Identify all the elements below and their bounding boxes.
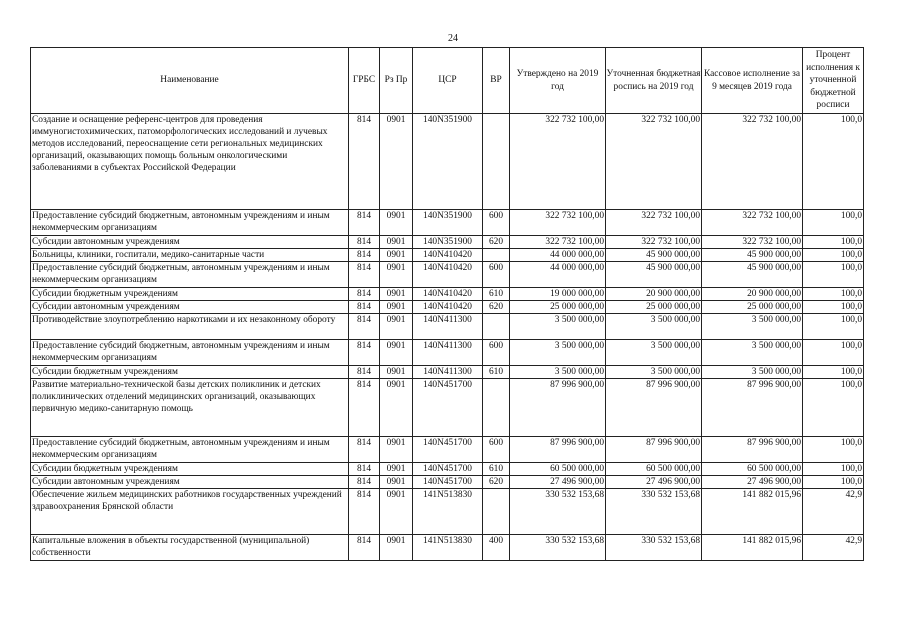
cell-name: Субсидии автономным учреждениям bbox=[31, 476, 349, 489]
column-header-approved: Утверждено на 2019 год bbox=[510, 48, 606, 114]
cell-percent: 42,9 bbox=[803, 535, 864, 561]
cell-rzpr: 0901 bbox=[380, 535, 413, 561]
cell-refined: 60 500 000,00 bbox=[606, 463, 702, 476]
column-header-percent: Процент исполнения к уточненной бюджетной росписи bbox=[803, 48, 864, 114]
cell-vr bbox=[483, 489, 510, 535]
cell-cash: 322 732 100,00 bbox=[702, 236, 803, 249]
cell-rzpr: 0901 bbox=[380, 210, 413, 236]
table-row bbox=[31, 314, 864, 340]
cell-grbs: 814 bbox=[349, 476, 380, 489]
cell-approved: 322 732 100,00 bbox=[510, 114, 606, 210]
cell-name: Капитальные вложения в объекты государственной (муниципальной) собственности bbox=[31, 535, 349, 561]
cell-vr: 610 bbox=[483, 463, 510, 476]
cell-csr: 140N451700 bbox=[413, 437, 483, 463]
cell-approved: 3 500 000,00 bbox=[510, 314, 606, 340]
table-row bbox=[31, 262, 864, 288]
cell-vr bbox=[483, 379, 510, 437]
cell-refined: 25 000 000,00 bbox=[606, 301, 702, 314]
cell-csr: 140N410420 bbox=[413, 249, 483, 262]
cell-cash: 87 996 900,00 bbox=[702, 437, 803, 463]
page-number: 24 bbox=[448, 33, 458, 44]
cell-name: Обеспечение жильем медицинских работников государственных учреждений здравоохранения Брянской области bbox=[31, 489, 349, 535]
cell-cash: 3 500 000,00 bbox=[702, 366, 803, 379]
column-header-csr: ЦСР bbox=[413, 48, 483, 114]
cell-percent: 100,0 bbox=[803, 236, 864, 249]
cell-approved: 330 532 153,68 bbox=[510, 535, 606, 561]
cell-rzpr: 0901 bbox=[380, 262, 413, 288]
cell-rzpr: 0901 bbox=[380, 366, 413, 379]
cell-rzpr: 0901 bbox=[380, 476, 413, 489]
column-header-rzpr: Рз Пр bbox=[380, 48, 413, 114]
cell-rzpr: 0901 bbox=[380, 340, 413, 366]
cell-grbs: 814 bbox=[349, 340, 380, 366]
cell-name: Развитие материально-технической базы детских поликлиник и детских поликлинических отделений медицинских организаций, оказывающих первичную медико-санитарную помощь bbox=[31, 379, 349, 437]
cell-approved: 87 996 900,00 bbox=[510, 437, 606, 463]
cell-grbs: 814 bbox=[349, 301, 380, 314]
cell-percent: 100,0 bbox=[803, 249, 864, 262]
cell-percent: 100,0 bbox=[803, 437, 864, 463]
cell-vr: 600 bbox=[483, 340, 510, 366]
cell-approved: 60 500 000,00 bbox=[510, 463, 606, 476]
cell-rzpr: 0901 bbox=[380, 114, 413, 210]
column-header-name: Наименование bbox=[31, 48, 349, 114]
cell-grbs: 814 bbox=[349, 236, 380, 249]
cell-name: Субсидии бюджетным учреждениям bbox=[31, 366, 349, 379]
cell-approved: 44 000 000,00 bbox=[510, 249, 606, 262]
cell-grbs: 814 bbox=[349, 114, 380, 210]
cell-approved: 3 500 000,00 bbox=[510, 340, 606, 366]
cell-approved: 27 496 900,00 bbox=[510, 476, 606, 489]
cell-grbs: 814 bbox=[349, 379, 380, 437]
cell-vr: 610 bbox=[483, 366, 510, 379]
cell-percent: 100,0 bbox=[803, 262, 864, 288]
cell-csr: 140N451700 bbox=[413, 476, 483, 489]
cell-approved: 87 996 900,00 bbox=[510, 379, 606, 437]
cell-refined: 330 532 153,68 bbox=[606, 489, 702, 535]
table-row bbox=[31, 114, 864, 210]
cell-vr: 610 bbox=[483, 288, 510, 301]
cell-vr: 600 bbox=[483, 210, 510, 236]
cell-vr: 600 bbox=[483, 437, 510, 463]
cell-csr: 140N411300 bbox=[413, 366, 483, 379]
cell-percent: 100,0 bbox=[803, 288, 864, 301]
budget-execution-table bbox=[30, 47, 864, 561]
cell-cash: 45 900 000,00 bbox=[702, 249, 803, 262]
table-row bbox=[31, 379, 864, 437]
table-row bbox=[31, 437, 864, 463]
cell-rzpr: 0901 bbox=[380, 463, 413, 476]
cell-approved: 25 000 000,00 bbox=[510, 301, 606, 314]
cell-csr: 140N410420 bbox=[413, 288, 483, 301]
cell-name: Больницы, клиники, госпитали, медико-санитарные части bbox=[31, 249, 349, 262]
cell-percent: 100,0 bbox=[803, 114, 864, 210]
cell-csr: 140N410420 bbox=[413, 301, 483, 314]
cell-grbs: 814 bbox=[349, 489, 380, 535]
cell-name: Субсидии автономным учреждениям bbox=[31, 301, 349, 314]
column-header-grbs: ГРБС bbox=[349, 48, 380, 114]
cell-csr: 140N411300 bbox=[413, 340, 483, 366]
cell-vr: 620 bbox=[483, 476, 510, 489]
cell-rzpr: 0901 bbox=[380, 437, 413, 463]
cell-grbs: 814 bbox=[349, 463, 380, 476]
cell-name: Субсидии автономным учреждениям bbox=[31, 236, 349, 249]
cell-percent: 100,0 bbox=[803, 476, 864, 489]
cell-name: Противодействие злоупотреблению наркотиками и их незаконному обороту bbox=[31, 314, 349, 340]
cell-csr: 140N451700 bbox=[413, 379, 483, 437]
cell-vr bbox=[483, 314, 510, 340]
cell-name: Предоставление субсидий бюджетным, автономным учреждениям и иным некоммерческим организациям bbox=[31, 210, 349, 236]
cell-cash: 87 996 900,00 bbox=[702, 379, 803, 437]
cell-csr: 140N451700 bbox=[413, 463, 483, 476]
cell-csr: 140N410420 bbox=[413, 262, 483, 288]
cell-percent: 100,0 bbox=[803, 210, 864, 236]
cell-percent: 100,0 bbox=[803, 366, 864, 379]
cell-percent: 100,0 bbox=[803, 314, 864, 340]
cell-refined: 330 532 153,68 bbox=[606, 535, 702, 561]
table-row bbox=[31, 340, 864, 366]
cell-refined: 87 996 900,00 bbox=[606, 437, 702, 463]
cell-approved: 322 732 100,00 bbox=[510, 210, 606, 236]
cell-grbs: 814 bbox=[349, 249, 380, 262]
cell-percent: 100,0 bbox=[803, 463, 864, 476]
table-row bbox=[31, 210, 864, 236]
cell-grbs: 814 bbox=[349, 288, 380, 301]
table-row bbox=[31, 249, 864, 262]
cell-cash: 141 882 015,96 bbox=[702, 535, 803, 561]
cell-refined: 322 732 100,00 bbox=[606, 210, 702, 236]
table-row bbox=[31, 236, 864, 249]
cell-cash: 25 000 000,00 bbox=[702, 301, 803, 314]
cell-percent: 42,9 bbox=[803, 489, 864, 535]
cell-cash: 27 496 900,00 bbox=[702, 476, 803, 489]
column-header-vr: ВР bbox=[483, 48, 510, 114]
cell-cash: 20 900 000,00 bbox=[702, 288, 803, 301]
cell-rzpr: 0901 bbox=[380, 301, 413, 314]
cell-cash: 3 500 000,00 bbox=[702, 314, 803, 340]
cell-grbs: 814 bbox=[349, 314, 380, 340]
cell-percent: 100,0 bbox=[803, 379, 864, 437]
cell-csr: 140N351900 bbox=[413, 114, 483, 210]
cell-grbs: 814 bbox=[349, 262, 380, 288]
cell-refined: 20 900 000,00 bbox=[606, 288, 702, 301]
cell-rzpr: 0901 bbox=[380, 288, 413, 301]
cell-rzpr: 0901 bbox=[380, 236, 413, 249]
cell-name: Предоставление субсидий бюджетным, автономным учреждениям и иным некоммерческим организациям bbox=[31, 437, 349, 463]
column-header-cash: Кассовое исполнение за 9 месяцев 2019 года bbox=[702, 48, 803, 114]
cell-cash: 3 500 000,00 bbox=[702, 340, 803, 366]
cell-csr: 140N411300 bbox=[413, 314, 483, 340]
cell-refined: 45 900 000,00 bbox=[606, 249, 702, 262]
cell-percent: 100,0 bbox=[803, 301, 864, 314]
cell-name: Субсидии бюджетным учреждениям bbox=[31, 463, 349, 476]
cell-refined: 3 500 000,00 bbox=[606, 340, 702, 366]
cell-refined: 322 732 100,00 bbox=[606, 236, 702, 249]
cell-refined: 45 900 000,00 bbox=[606, 262, 702, 288]
table-row bbox=[31, 463, 864, 476]
cell-grbs: 814 bbox=[349, 366, 380, 379]
cell-approved: 44 000 000,00 bbox=[510, 262, 606, 288]
cell-refined: 27 496 900,00 bbox=[606, 476, 702, 489]
cell-vr: 400 bbox=[483, 535, 510, 561]
cell-cash: 322 732 100,00 bbox=[702, 114, 803, 210]
cell-name: Создание и оснащение референс-центров для проведения иммуногистохимических, патоморфологических исследований и лучевых методов исследований, переоснащение сети региональных медицинских организаций, оказывающих помощь больным онкологическими заболеваниями в субъектах Российской Федерации bbox=[31, 114, 349, 210]
cell-cash: 141 882 015,96 bbox=[702, 489, 803, 535]
cell-approved: 330 532 153,68 bbox=[510, 489, 606, 535]
cell-refined: 3 500 000,00 bbox=[606, 366, 702, 379]
table-row bbox=[31, 301, 864, 314]
cell-csr: 141N513830 bbox=[413, 489, 483, 535]
cell-percent: 100,0 bbox=[803, 340, 864, 366]
cell-rzpr: 0901 bbox=[380, 249, 413, 262]
cell-grbs: 814 bbox=[349, 437, 380, 463]
cell-csr: 140N351900 bbox=[413, 236, 483, 249]
table-header-row bbox=[31, 48, 864, 114]
table-row bbox=[31, 535, 864, 561]
column-header-refined: Уточненная бюджетная роспись на 2019 год bbox=[606, 48, 702, 114]
cell-grbs: 814 bbox=[349, 535, 380, 561]
cell-csr: 141N513830 bbox=[413, 535, 483, 561]
cell-refined: 87 996 900,00 bbox=[606, 379, 702, 437]
cell-approved: 3 500 000,00 bbox=[510, 366, 606, 379]
cell-vr bbox=[483, 249, 510, 262]
table-row bbox=[31, 366, 864, 379]
cell-refined: 322 732 100,00 bbox=[606, 114, 702, 210]
cell-vr bbox=[483, 114, 510, 210]
cell-rzpr: 0901 bbox=[380, 314, 413, 340]
cell-csr: 140N351900 bbox=[413, 210, 483, 236]
cell-name: Предоставление субсидий бюджетным, автономным учреждениям и иным некоммерческим организациям bbox=[31, 262, 349, 288]
cell-approved: 322 732 100,00 bbox=[510, 236, 606, 249]
cell-cash: 322 732 100,00 bbox=[702, 210, 803, 236]
cell-approved: 19 000 000,00 bbox=[510, 288, 606, 301]
cell-cash: 60 500 000,00 bbox=[702, 463, 803, 476]
cell-rzpr: 0901 bbox=[380, 489, 413, 535]
table-row bbox=[31, 288, 864, 301]
table-body bbox=[31, 114, 864, 561]
cell-vr: 600 bbox=[483, 262, 510, 288]
cell-grbs: 814 bbox=[349, 210, 380, 236]
table-row bbox=[31, 476, 864, 489]
cell-rzpr: 0901 bbox=[380, 379, 413, 437]
cell-cash: 45 900 000,00 bbox=[702, 262, 803, 288]
cell-vr: 620 bbox=[483, 301, 510, 314]
cell-name: Субсидии бюджетным учреждениям bbox=[31, 288, 349, 301]
cell-vr: 620 bbox=[483, 236, 510, 249]
cell-refined: 3 500 000,00 bbox=[606, 314, 702, 340]
cell-name: Предоставление субсидий бюджетным, автономным учреждениям и иным некоммерческим организациям bbox=[31, 340, 349, 366]
table-row bbox=[31, 489, 864, 535]
